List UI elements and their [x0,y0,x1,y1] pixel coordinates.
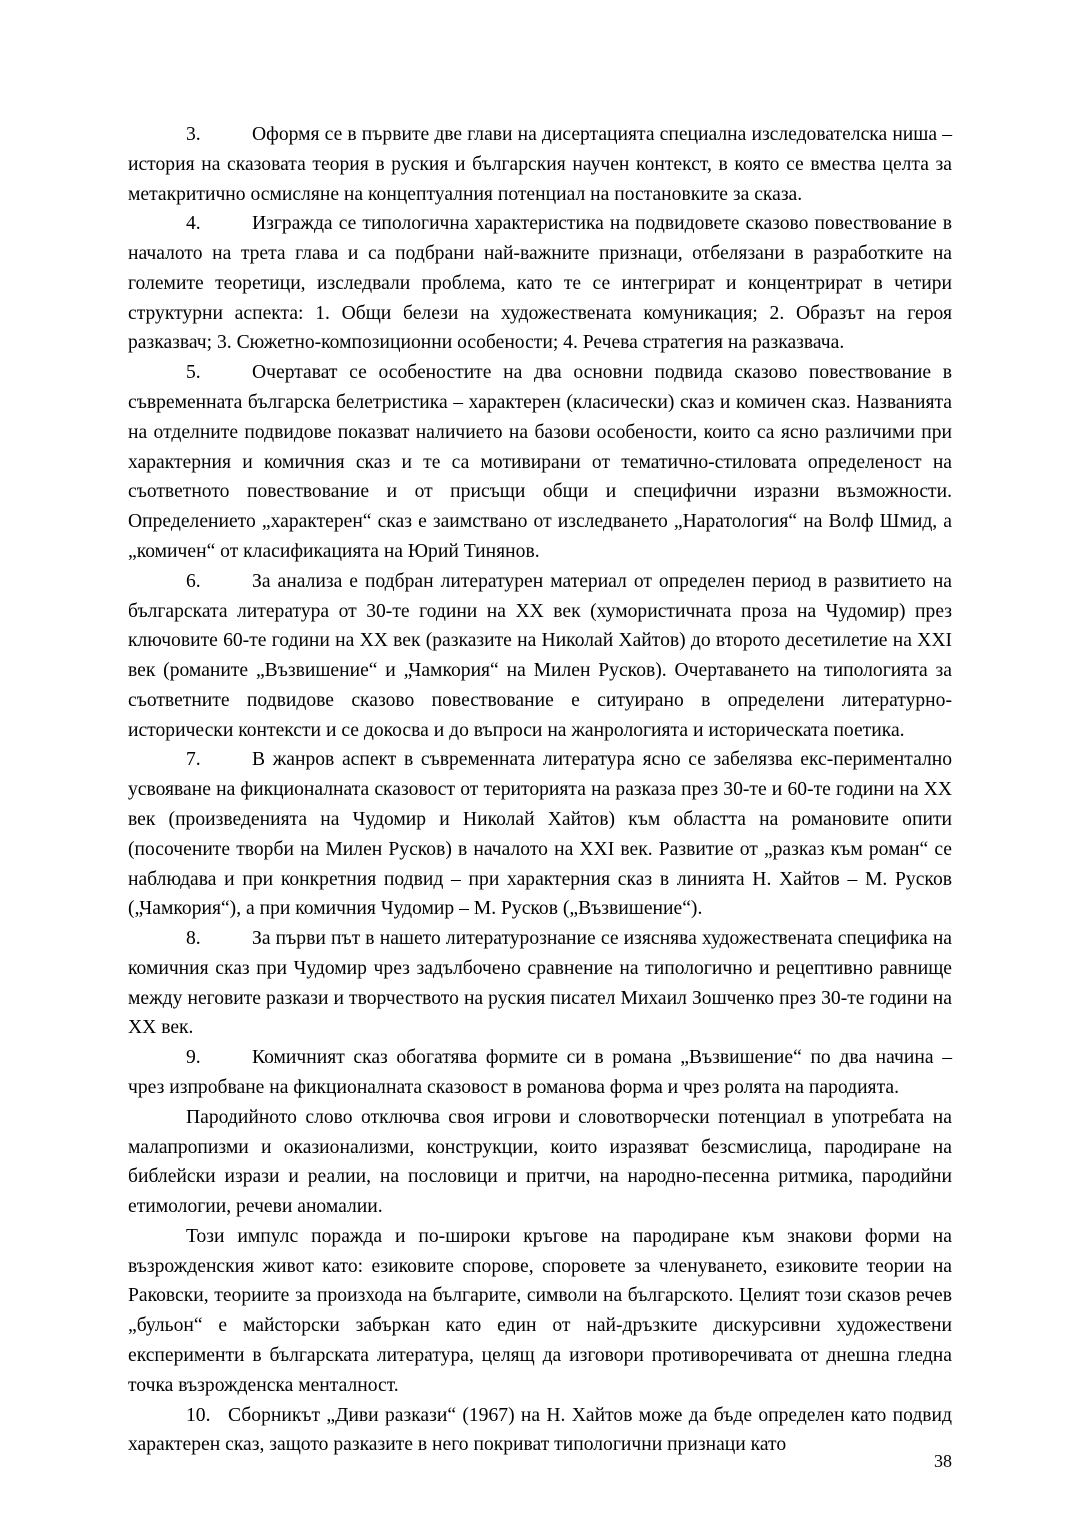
numbered-paragraph [128,120,952,209]
paragraph-text: Този импулс поражда и по-широки кръгове на пародиране към знакови форми на възрожденския живот като: езиковите спорове, споровете за членуването, езиковите теории на Раковски, теориите за произхода на българите, символи на българското. Целият този сказов речев „бульон“ е майсторски забъркан като един от най-дръзките дискурсивни художествени експерименти в българската литература, целящ да изговори противоречивата от днешна гледна точка възрожденска менталност. [128,1225,952,1396]
paragraph-text: Изгражда се типологична характеристика на подвидовете сказово повествование в началото на трета глава и са подбрани най-важните признаци, отбелязани в разработките на големите теоретици, изследвали проблема, като те се интегрират и концентрират в четири структурни аспекта: 1. Общи белези на художествената комуникация; 2. Образът на героя разказвач; 3. Сюжетно-композиционни особености; 4. Речева стратегия на разказвача. [128,213,952,354]
paragraph-number: 9. [186,1047,201,1069]
paragraph-number: 10. [186,1404,211,1426]
paragraph-number: 5. [186,362,201,384]
paragraph-number: 6. [186,570,201,592]
paragraph-text: Сборникът „Диви разкази“ (1967) на Н. Хайтов може да бъде определен като подвид характерен сказ, защото разказите в него покриват типологични признаци като [128,1404,952,1456]
numbered-paragraph [128,1401,952,1461]
numbered-paragraph [128,358,952,566]
paragraph-text: За първи път в нашето литературознание се изяснява художествената специфика на комичния сказ при Чудомир чрез задълбочено сравнение на типологично и рецептивно равнище между неговите разкази и творчеството на руския писател Михаил Зошченко през 30-те години на XX век. [128,928,952,1039]
paragraph-text: Оформя се в първите две глави на дисертацията специална изследователска ниша – история на сказовата теория в руския и българския научен контекст, в която се вмества целта за метакритично осмисляне на концептуалния потенциал на постановките за сказа. [128,124,952,205]
paragraph [128,1103,952,1222]
numbered-paragraph [128,924,952,1043]
paragraph-text: За анализа е подбран литературен материал от определен период в развитието на българската литература от 30-те години на XX век (хумористичната проза на Чудомир) през ключовите 60-те години на XX век (разказите на Николай Хайтов) до второто десетилетие на XXI век (романите „Възвишение“ и „Чамкория“ на Милен Русков). Очертаването на типологията за съответните подвидове сказово повествование е ситуирано в определени литературно-исторически контексти и се докосва и до въпроси на жанрологията и историческата поетика. [128,570,952,741]
page-body [128,120,952,1460]
numbered-paragraph [128,1043,952,1103]
paragraph-number: 7. [186,749,201,771]
numbered-paragraph [128,745,952,924]
paragraph-number: 4. [186,213,201,235]
paragraph-number: 3. [186,124,201,145]
numbered-paragraph [128,209,952,358]
paragraph-text: Пародийното слово отключва своя игрови и словотворчески потенциал в употребата на малапропизми и оказионализми, конструкции, които изразяват безсмислица, пародиране на библейски изрази и реалии, на пословици и притчи, на народно-песенна ритмика, пародийни етимологии, речеви аномалии. [128,1106,952,1218]
paragraph-number: 8. [186,928,201,950]
paragraph-text: Комичният сказ обогатява формите си в романа „Възвишение“ по два начина – чрез изпробване на фикционалната сказовост в романова форма и чрез ролята на пародията. [128,1047,952,1098]
numbered-paragraph [128,567,952,746]
paragraph-text: В жанров аспект в съвременната литература ясно се забелязва екс-периментално усвояване на фикционалната сказовост от територията на разказа през 30-те и 60-те години на XX век (произведенията на Чудомир и Николай Хайтов) към областта на романовите опити (посочените творби на Милен Русков) в началото на XXI век. Развитие от „разказ към роман“ се наблюдава и при конкретния подвид – при характерния сказ в линията Н. Хайтов – М. Русков („Чамкория“), а при комичния Чудомир – М. Русков („Възвишение“). [128,749,952,920]
paragraph-text: Очертават се особеностите на два основни подвида сказово повествование в съвременната българска белетристика – характерен (класически) сказ и комичен сказ. Названията на отделните подвидове показват наличието на базови особености, които са ясно различими при характерния и комичния сказ и те са мотивирани от тематично-стиловата определеност на съответното повествование и от присъщи общи и специфични изразни възможности. Определението „характерен“ сказ е заимствано от изследването „Наратология“ на Волф Шмид, а „комичен“ от класификацията на Юрий Тинянов. [128,362,952,562]
page-number: 38 [934,1451,952,1471]
paragraph [128,1222,952,1401]
